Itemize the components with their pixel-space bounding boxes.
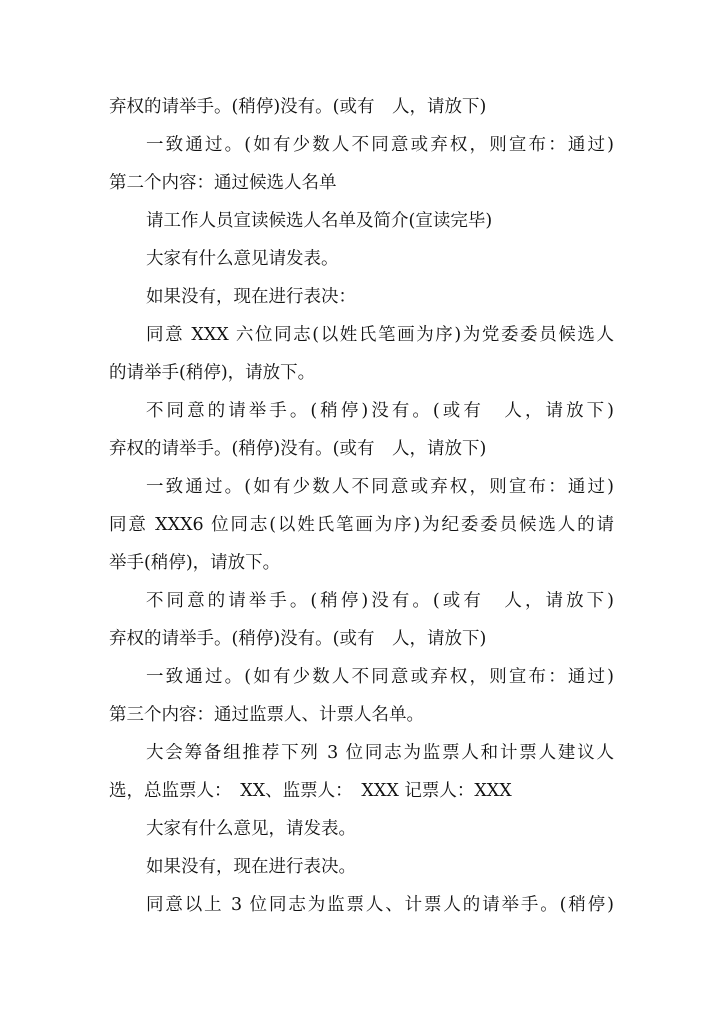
document-line: 第二个内容：通过候选人名单 xyxy=(109,173,337,193)
document-line: 一致通过。(如有少数人不同意或弃权，则宣布：通过) xyxy=(146,477,614,497)
document-line: 不同意的请举手。(稍停)没有。(或有 人，请放下) xyxy=(146,401,614,421)
document-line: 一致通过。(如有少数人不同意或弃权，则宣布：通过) xyxy=(146,135,614,155)
document-line: 如果没有，现在进行表决。 xyxy=(146,857,356,877)
document-line: 不同意的请举手。(稍停)没有。(或有 人，请放下) xyxy=(146,591,614,611)
document-line: 大家有什么意见，请发表。 xyxy=(146,819,356,839)
document-line: 的请举手(稍停)，请放下。 xyxy=(109,363,316,383)
document-line: 选，总监票人： XX、监票人： XXX 记票人：XXX xyxy=(109,781,512,801)
document-line: 第三个内容：通过监票人、计票人名单。 xyxy=(109,705,424,725)
document-line: 一致通过。(如有少数人不同意或弃权，则宣布：通过) xyxy=(146,667,614,687)
document-line: 大会筹备组推荐下列 3 位同志为监票人和计票人建议人 xyxy=(146,743,614,763)
document-line: 弃权的请举手。(稍停)没有。(或有 人，请放下) xyxy=(109,439,487,459)
document-line: 同意以上 3 位同志为监票人、计票人的请举手。(稍停) xyxy=(146,895,614,915)
document-line: 举手(稍停)，请放下。 xyxy=(109,553,281,573)
document-body xyxy=(109,88,614,924)
document-line: 如果没有，现在进行表决： xyxy=(146,287,356,307)
document-line: 弃权的请举手。(稍停)没有。(或有 人，请放下) xyxy=(109,97,487,117)
document-line: 请工作人员宣读候选人名单及简介(宣读完毕) xyxy=(146,211,493,231)
document-line: 同意 XXX 六位同志(以姓氏笔画为序)为党委委员候选人 xyxy=(146,325,614,345)
document-line: 大家有什么意见请发表。 xyxy=(146,249,339,269)
document-line: 同意 XXX6 位同志(以姓氏笔画为序)为纪委委员候选人的请 xyxy=(109,515,614,535)
document-line: 弃权的请举手。(稍停)没有。(或有 人，请放下) xyxy=(109,629,487,649)
